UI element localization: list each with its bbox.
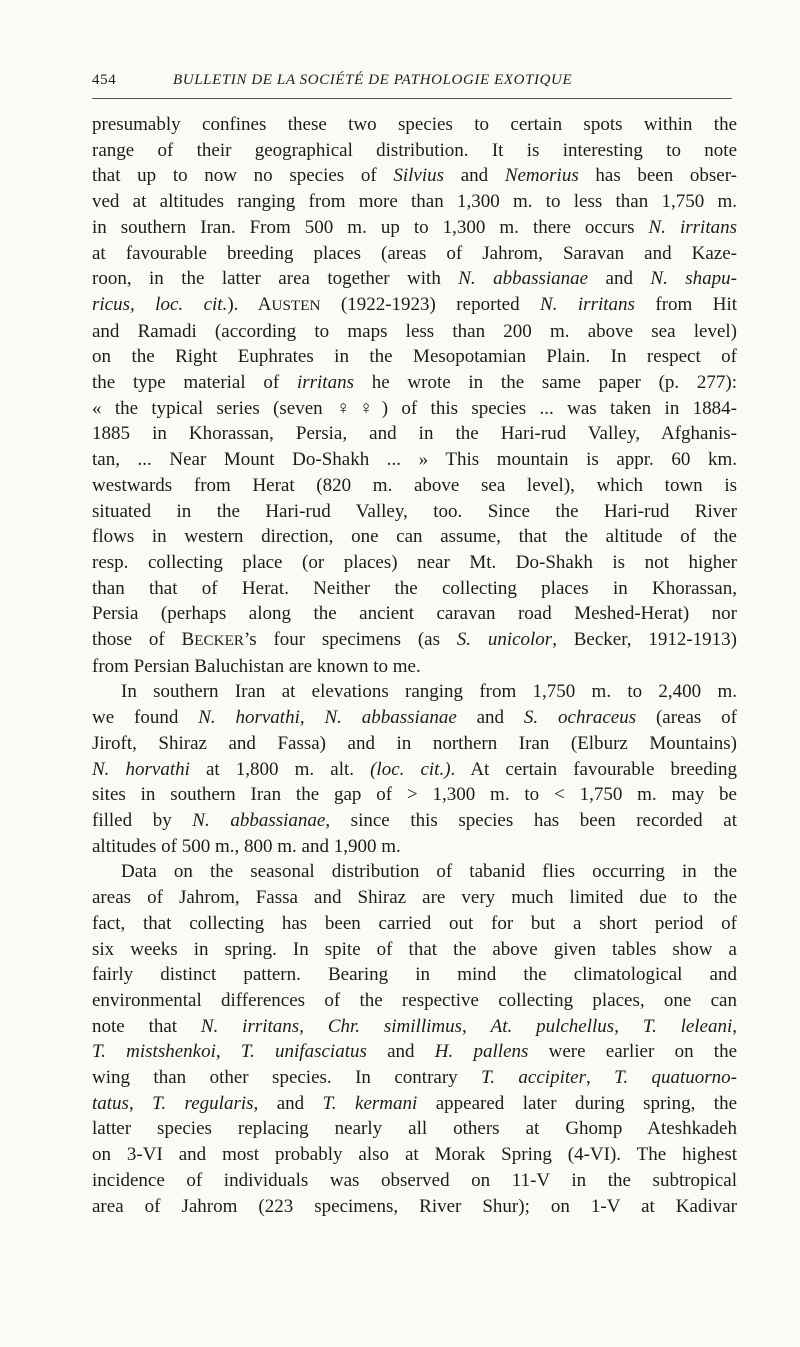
text-line: that up to now no species of Silvius and Nemorius has been obser- bbox=[92, 165, 738, 187]
text-line: note that N. irritans, Chr. simillimus, At. pulchellus, T. leleani, bbox=[92, 1015, 738, 1037]
text-line: Jiroft, Shiraz and Fassa) and in northern Iran (Elburz Mountains) bbox=[92, 732, 737, 754]
text-line: those of BECKER’s four specimens (as S. unicolor, Becker, 1912-1913) bbox=[92, 629, 737, 651]
text-line: we found N. horvathi, N. abbassianae and S. ochraceus (areas of bbox=[92, 707, 738, 729]
text-line: environmental differences of the respective collecting places, one can bbox=[92, 989, 737, 1011]
text-line: from Persian Baluchistan are known to me. bbox=[92, 655, 421, 677]
text-line: at favourable breeding places (areas of Jahrom, Saravan and Kaze- bbox=[92, 242, 737, 264]
text-line: ved at altitudes ranging from more than 1,300 m. to less than 1,750 m. bbox=[92, 191, 737, 213]
text-line: six weeks in spring. In spite of that the above given tables show a bbox=[92, 938, 737, 960]
text-line: sites in southern Iran the gap of > 1,300 m. to < 1,750 m. may be bbox=[92, 784, 737, 806]
text-line: flows in western direction, one can assume, that the altitude of the bbox=[92, 526, 737, 548]
text-line: Persia (perhaps along the ancient caravan road Meshed-Herat) nor bbox=[92, 603, 737, 625]
text-line: the type material of irritans he wrote in the same paper (p. 277): bbox=[92, 372, 737, 394]
text-line: 1885 in Khorassan, Persia, and in the Hari-rud Valley, Afghanis- bbox=[92, 423, 737, 445]
text-line: filled by N. abbassianae, since this species has been recorded at bbox=[92, 809, 737, 831]
text-line: latter species replacing nearly all others at Ghomp Ateshkadeh bbox=[92, 1118, 737, 1140]
text-line: in southern Iran. From 500 m. up to 1,300 m. there occurs N. irritans bbox=[92, 216, 737, 238]
text-line: presumably confines these two species to certain spots within the bbox=[92, 114, 737, 135]
text-line: Data on the seasonal distribution of tabanid flies occurring in the bbox=[121, 861, 737, 883]
header-rule bbox=[92, 98, 732, 99]
text-line: roon, in the latter area together with N. abbassianae and N. shapu- bbox=[92, 268, 737, 290]
article-body bbox=[92, 112, 737, 1219]
text-line: situated in the Hari-rud Valley, too. Since the Hari-rud River bbox=[92, 500, 737, 522]
text-line: resp. collecting place (or places) near Mt. Do-Shakh is not higher bbox=[92, 551, 737, 573]
text-line: area of Jahrom (223 specimens, River Shur); on 1-V at Kadivar bbox=[92, 1195, 737, 1217]
text-line: ricus, loc. cit.). AUSTEN (1922-1923) reported N. irritans from Hit bbox=[92, 293, 738, 315]
text-line: incidence of individuals was observed on 11-V in the subtropical bbox=[92, 1169, 737, 1191]
text-line: wing than other species. In contrary T. accipiter, T. quatuorno- bbox=[92, 1067, 737, 1089]
text-line: on 3-VI and most probably also at Morak Spring (4-VI). The highest bbox=[92, 1144, 737, 1166]
text-line: fairly distinct pattern. Bearing in mind the climatological and bbox=[92, 964, 737, 986]
text-line: N. horvathi at 1,800 m. alt. (loc. cit.). At certain favourable breeding bbox=[92, 758, 738, 780]
text-line: on the Right Euphrates in the Mesopotamian Plain. In respect of bbox=[92, 346, 737, 368]
text-line: tatus, T. regularis, and T. kermani appeared later during spring, the bbox=[92, 1092, 737, 1114]
text-line: and Ramadi (according to maps less than 200 m. above sea level) bbox=[92, 320, 737, 342]
text-line: « the typical series (seven ♀♀) of this species ... was taken in 1884- bbox=[92, 397, 737, 419]
text-line: altitudes of 500 m., 800 m. and 1,900 m. bbox=[92, 835, 401, 857]
text-line: tan, ... Near Mount Do-Shakh ... » This mountain is appr. 60 km. bbox=[92, 449, 737, 471]
text-line: westwards from Herat (820 m. above sea level), which town is bbox=[92, 474, 737, 496]
page-number: 454 bbox=[92, 72, 117, 88]
text-line: areas of Jahrom, Fassa and Shiraz are very much limited due to the bbox=[92, 887, 737, 909]
text-line: than that of Herat. Neither the collecting places in Khorassan, bbox=[92, 577, 737, 599]
text-line: In southern Iran at elevations ranging from 1,750 m. to 2,400 m. bbox=[121, 681, 737, 703]
text-line: fact, that collecting has been carried out for but a short period of bbox=[92, 912, 737, 934]
journal-title: BULLETIN DE LA SOCIÉTÉ DE PATHOLOGIE EXOTIQUE bbox=[173, 72, 573, 88]
text-line: range of their geographical distribution. It is interesting to note bbox=[92, 139, 737, 161]
text-line: T. mistshenkoi, T. unifasciatus and H. pallens were earlier on the bbox=[92, 1041, 738, 1063]
